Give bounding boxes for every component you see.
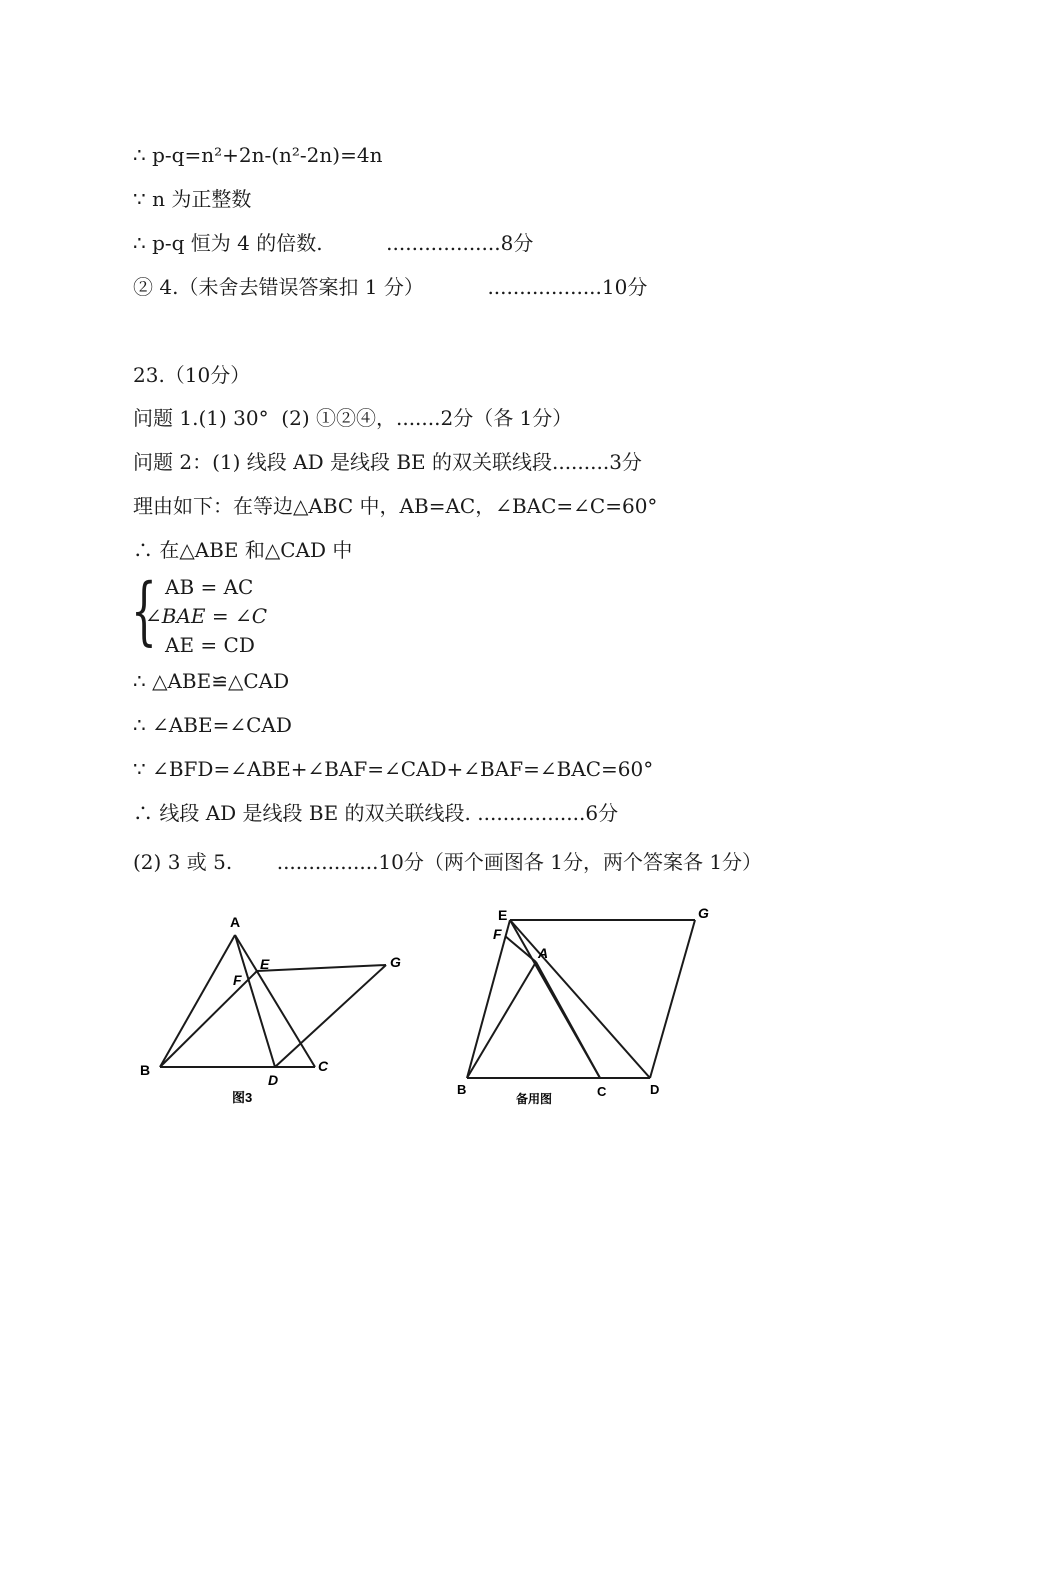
label-g: G [698,905,709,921]
label-c: C [318,1058,329,1074]
line-n-positive: ∵ n 为正整数 [133,187,252,211]
line-congruent: ∴ △ABE≌△CAD [133,669,290,693]
label-a: A [230,914,241,930]
label-b: B [457,1082,467,1097]
segment-gd [650,920,695,1078]
line-pq-expression: ∴ p-q=n²+2n-(n²-2n)=4n [133,143,383,167]
brace-symbol: { [131,568,157,654]
question-23-heading: 23.（10分） [133,363,251,387]
label-d: D [268,1072,279,1088]
figure-backup [450,900,730,1115]
label-f: F [493,926,502,942]
segment-ba [467,962,536,1078]
line-reason: 理由如下：在等边△ABC 中，AB=AC，∠BAC=∠C=60° [133,494,658,518]
line-angle-bfd: ∵ ∠BFD=∠ABE+∠BAF=∠CAD+∠BAF=∠BAC=60° [133,757,654,781]
segment-be [467,920,510,1078]
segment-ac [235,935,315,1067]
equation-1: AB = AC [165,575,254,599]
label-g: G [390,954,401,970]
figure-backup-caption: 备用图 [516,1092,553,1106]
line-problem-1: 问题 1.(1) 30° (2) ①②④，.......2分（各 1分） [133,406,573,430]
equation-system [131,568,333,658]
label-d: D [650,1082,660,1097]
line-answer-4: ② 4.（未舍去错误答案扣 1 分） ..................10分 [133,275,648,299]
label-c: C [597,1084,607,1099]
segment-ac-upper [510,920,600,1078]
line-angle-equal: ∴ ∠ABE=∠CAD [133,713,292,737]
equation-3: AE = CD [165,633,255,657]
label-b: B [140,1062,151,1078]
label-a: A [538,945,549,961]
figure-3-caption: 图3 [232,1090,253,1105]
figure-3 [130,905,420,1115]
label-e: E [498,907,508,923]
label-f: F [233,972,242,988]
segment-ab [160,935,235,1067]
line-problem-2: 问题 2：(1) 线段 AD 是线段 BE 的双关联线段.........3分 [133,450,642,474]
line-conclusion: ∴ 线段 AD 是线段 BE 的双关联线段. .................6分 [133,801,619,825]
label-e: E [260,956,270,972]
line-part-2-answer: (2) 3 或 5. ................10分（两个画图各 1分，两个答案各 1分） [133,850,763,874]
segment-be [160,971,257,1067]
line-in-triangles: ∴ 在△ABE 和△CAD 中 [133,538,353,562]
equation-2: ∠BAE = ∠C [145,604,268,628]
segment-dg [275,965,386,1067]
segment-eg [257,965,386,971]
line-multiple-of-4: ∴ p-q 恒为 4 的倍数. ..................8分 [133,231,534,255]
segment-ed [510,920,650,1078]
segment-ad [235,935,275,1067]
